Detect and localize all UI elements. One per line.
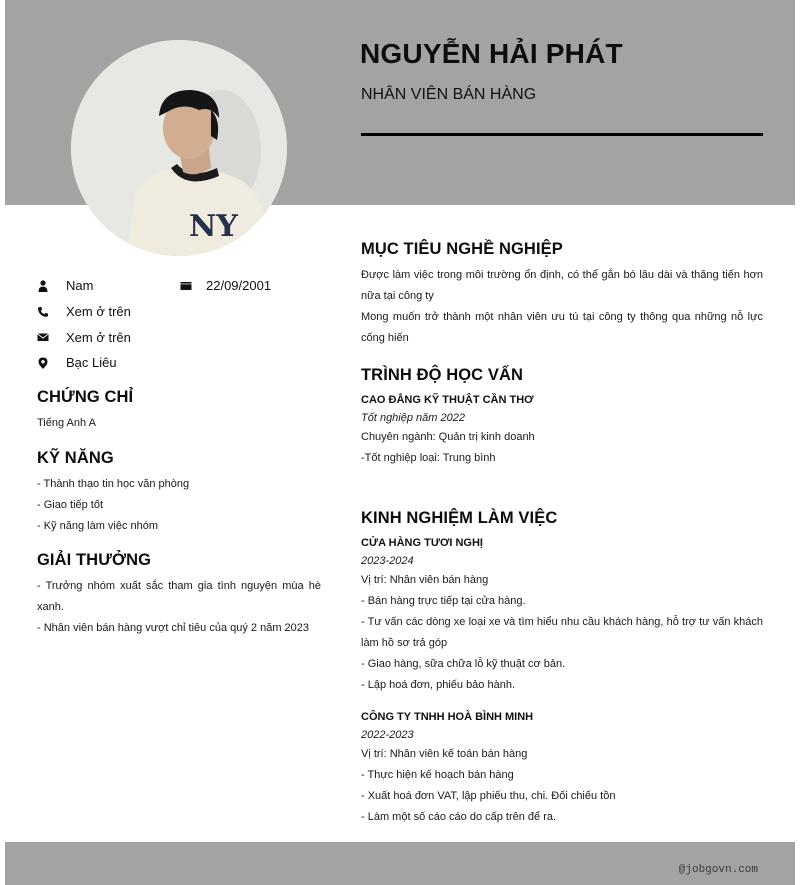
skills-title: KỸ NĂNG [37, 449, 114, 467]
skill-item: - Giao tiếp tốt [37, 499, 104, 511]
objective-paragraph: Mong muốn trở thành một nhân viên ưu tú tại công ty thông qua những nỗ lực cống hiến [361, 311, 763, 344]
job-period: 2023-2024 [361, 555, 414, 567]
education-line: Chuyên ngành: Quản trị kinh doanh [361, 431, 535, 443]
contact-row-address [37, 350, 321, 376]
company-name: CÔNG TY TNHH HOÀ BÌNH MINH [361, 711, 534, 723]
footer-band [5, 842, 795, 885]
award-item: - Nhân viên bán hàng vượt chỉ tiêu của quý 2 năm 2023 [37, 622, 310, 634]
job-line: Vị trí: Nhân viên bán hàng [361, 574, 489, 586]
avatar [71, 40, 287, 256]
certificates-title: CHỨNG CHỈ [37, 388, 134, 406]
gender-value: Nam [66, 278, 94, 294]
address-value: Bạc Liêu [66, 355, 117, 371]
phone-icon [37, 306, 49, 318]
calendar-icon [180, 280, 192, 292]
certificates-section [37, 388, 321, 434]
map-pin-icon [37, 357, 49, 369]
svg-text:NY: NY [189, 209, 238, 244]
contact-row-phone [37, 299, 321, 325]
person-icon [37, 280, 49, 292]
job-entry [361, 708, 763, 828]
contact-info [37, 273, 321, 376]
email-value: Xem ở trên [66, 329, 131, 345]
dob-value: 22/09/2001 [206, 278, 272, 294]
job-period: 2022-2023 [361, 729, 414, 741]
skill-item: - Kỹ năng làm việc nhóm [37, 520, 159, 532]
skills-section [37, 449, 321, 537]
education-section [361, 366, 763, 469]
award-item: - Trưởng nhóm xuất sắc tham gia tình nguyện mùa hè xanh. [37, 580, 321, 613]
company-name: CỬA HÀNG TƯƠI NGHỊ [361, 537, 483, 549]
footer-watermark: @jobgovn.com [678, 864, 758, 876]
objective-section [361, 240, 763, 349]
awards-title: GIẢI THƯỞNG [37, 551, 152, 569]
title-divider [361, 133, 763, 136]
job-line: - Bán hàng trực tiếp tại cửa hàng. [361, 595, 526, 607]
job-entry [361, 534, 763, 696]
education-line: -Tốt nghiệp loại: Trung bình [361, 452, 496, 464]
job-title: NHÂN VIÊN BÁN HÀNG [361, 86, 537, 103]
graduation-year: Tốt nghiệp năm 2022 [361, 412, 465, 424]
education-title: TRÌNH ĐỘ HỌC VẤN [361, 366, 524, 384]
job-line: - Làm một số cáo cáo do cấp trên để ra. [361, 811, 557, 823]
job-line: - Lập hoá đơn, phiếu bảo hành. [361, 679, 516, 691]
envelope-icon [37, 331, 49, 343]
skill-item: - Thành thạo tin học văn phòng [37, 478, 190, 490]
profile-photo [71, 40, 287, 256]
school-name: CAO ĐẲNG KỸ THUẬT CẦN THƠ [361, 394, 534, 406]
job-line: - Xuất hoá đơn VAT, lập phiếu thu, chi. Đối chiếu tồn [361, 790, 616, 802]
certificate-item: Tiếng Anh A [37, 417, 96, 429]
objective-title: MỤC TIÊU NGHỀ NGHIỆP [361, 240, 563, 258]
awards-section [37, 551, 321, 639]
contact-row-gender [37, 273, 321, 299]
objective-paragraph: Được làm việc trong môi trường ổn định, có thể gắn bó lâu dài và thăng tiến hơn nữa tại công ty [361, 269, 763, 302]
contact-row-email [37, 324, 321, 350]
job-line: - Thực hiện kế hoạch bán hàng [361, 769, 514, 781]
phone-value: Xem ở trên [66, 304, 131, 320]
candidate-name: NGUYỄN HẢI PHÁT [360, 38, 623, 69]
job-line: - Tư vấn các dòng xe loại xe và tìm hiểu nhu cầu khách hàng, hỗ trợ tư vấn khách làm hồ sơ trả góp [361, 616, 763, 649]
job-line: Vị trí: Nhân viên kế toán bán hàng [361, 748, 528, 760]
experience-title: KINH NGHIỆM LÀM VIỆC [361, 509, 558, 527]
experience-section [361, 509, 763, 828]
job-line: - Giao hàng, sữa chữa lỗ kỹ thuật cơ bản. [361, 658, 566, 670]
